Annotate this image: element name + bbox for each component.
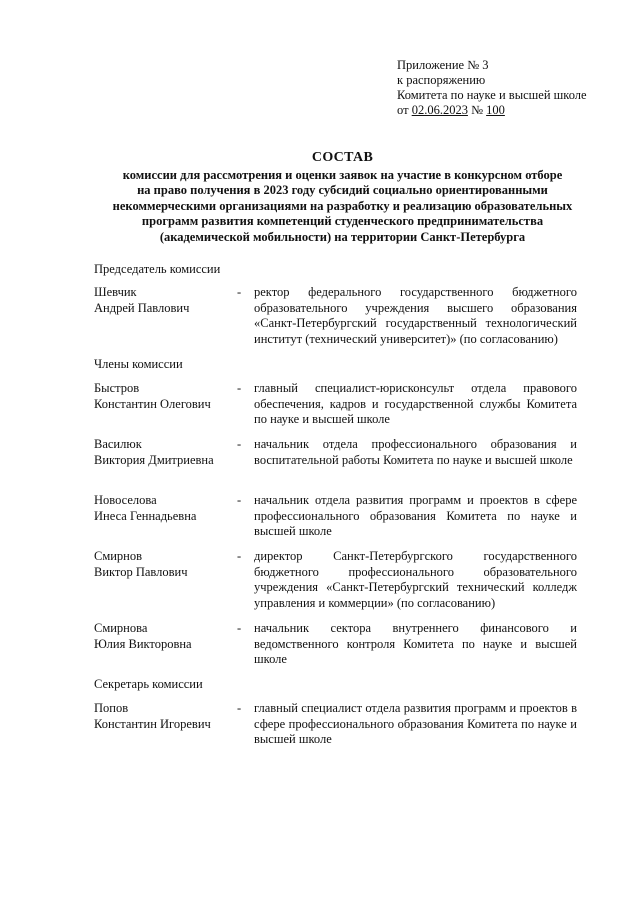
member-position: начальник отдела развития программ и проектов в сфере профессионального образования Комитета по науке и высшей школе [254, 493, 577, 539]
member-position: ректор федерального государственного бюджетного образовательного учреждения высшего образования «Санкт-Петербургский государственный технологический институт (технический университет)» (по согласованию) [254, 285, 577, 346]
member-position: главный специалист отдела развития программ и проектов в сфере профессионального образования Комитета по науке и высшей школе [254, 701, 577, 747]
title-heading: СОСТАВ [311, 150, 374, 165]
title-line: программ развития компетенций студенческого предпринимательства [141, 214, 544, 229]
title-line: комиссии для рассмотрения и оценки заявок на участие в конкурсном отборе [122, 167, 563, 182]
secretary-label: Секретарь комиссии [94, 677, 203, 691]
order-number: 100 [486, 103, 505, 117]
appendix-date-line [397, 103, 617, 118]
member-surname: Новоселова [94, 493, 157, 507]
dash-separator: - [237, 549, 242, 563]
appendix-line-1: Приложение № 3 [397, 58, 489, 72]
member-surname: Попов [94, 701, 129, 715]
number-prefix: № [471, 103, 483, 117]
member-given-name: Виктор Павлович [94, 564, 188, 579]
member-position: директор Санкт-Петербургского государственного бюджетного профессионального образовательного учреждения «Санкт-Петербургский технический колледж управления и коммерции» (по согласованию) [254, 549, 577, 610]
appendix-block [397, 58, 617, 118]
member-position: главный специалист-юрисконсульт отдела правового обеспечения, кадров и государственной службы Комитета по науке и высшей школе [254, 381, 577, 427]
member-name [94, 621, 234, 652]
dash-separator: - [237, 493, 242, 507]
chair-label: Председатель комиссии [94, 262, 221, 276]
dash-separator: - [237, 285, 242, 299]
order-date: 02.06.2023 [411, 103, 468, 117]
title-line: (академической мобильности) на территории Санкт-Петербурга [159, 229, 526, 244]
member-surname: Смирнова [94, 621, 148, 635]
member-name [94, 285, 234, 316]
title-line: некоммерческими организациями на разработку и реализацию образовательных [112, 198, 573, 213]
dash-separator: - [237, 381, 242, 395]
member-position: начальник отдела профессионального образования и воспитательной работы Комитета по науке и высшей школе [254, 437, 577, 467]
member-given-name: Виктория Дмитриевна [94, 452, 214, 467]
dash-separator: - [237, 437, 242, 451]
member-given-name: Юлия Викторовна [94, 636, 192, 651]
date-prefix: от [397, 103, 409, 117]
dash-separator: - [237, 621, 242, 635]
members-label: Члены комиссии [94, 357, 183, 371]
document-title [50, 150, 635, 246]
member-given-name: Инеса Геннадьевна [94, 508, 197, 523]
member-surname: Василюк [94, 437, 142, 451]
member-surname: Шевчик [94, 285, 137, 299]
member-name [94, 549, 234, 580]
title-line: на право получения в 2023 году субсидий социально ориентированными [137, 183, 548, 198]
member-surname: Быстров [94, 381, 140, 395]
member-given-name: Константин Игоревич [94, 716, 211, 731]
member-given-name: Андрей Павлович [94, 300, 190, 315]
member-name [94, 493, 234, 524]
member-position: начальник сектора внутреннего финансового и ведомственного контроля Комитета по науке и высшей школе [254, 621, 577, 667]
dash-separator: - [237, 701, 242, 715]
member-name [94, 437, 234, 468]
member-surname: Смирнов [94, 549, 143, 563]
appendix-line-2: к распоряжению [397, 73, 486, 87]
member-name [94, 381, 234, 412]
member-name [94, 701, 234, 732]
appendix-line-3: Комитета по науке и высшей школе [397, 88, 587, 102]
member-given-name: Константин Олегович [94, 396, 211, 411]
